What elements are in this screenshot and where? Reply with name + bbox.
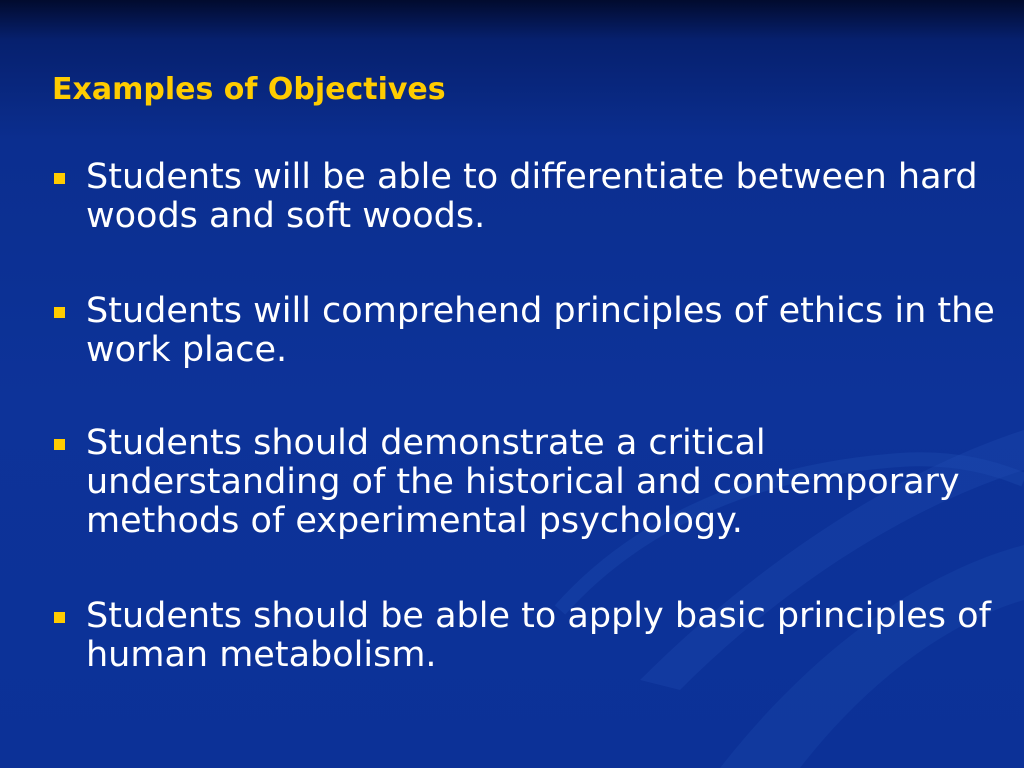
bullet-item xyxy=(52,597,1012,675)
bullet-item xyxy=(52,292,1012,370)
slide-title: Examples of Objectives xyxy=(52,72,446,107)
square-bullet-icon xyxy=(54,612,65,623)
square-bullet-icon xyxy=(54,439,65,450)
bullet-item xyxy=(52,158,1012,236)
square-bullet-icon xyxy=(54,173,65,184)
bullet-item xyxy=(52,424,1012,541)
bullet-text: Students should be able to apply basic principles of human metabolism. xyxy=(86,596,991,675)
bullet-text: Students will be able to differentiate between hard woods and soft woods. xyxy=(86,157,978,236)
square-bullet-icon xyxy=(54,307,65,318)
bullet-text: Students will comprehend principles of ethics in the work place. xyxy=(86,291,995,370)
bullet-text: Students should demonstrate a critical understanding of the historical and contemporary methods of experimental psychology. xyxy=(86,423,960,541)
bullet-list xyxy=(52,158,1012,731)
